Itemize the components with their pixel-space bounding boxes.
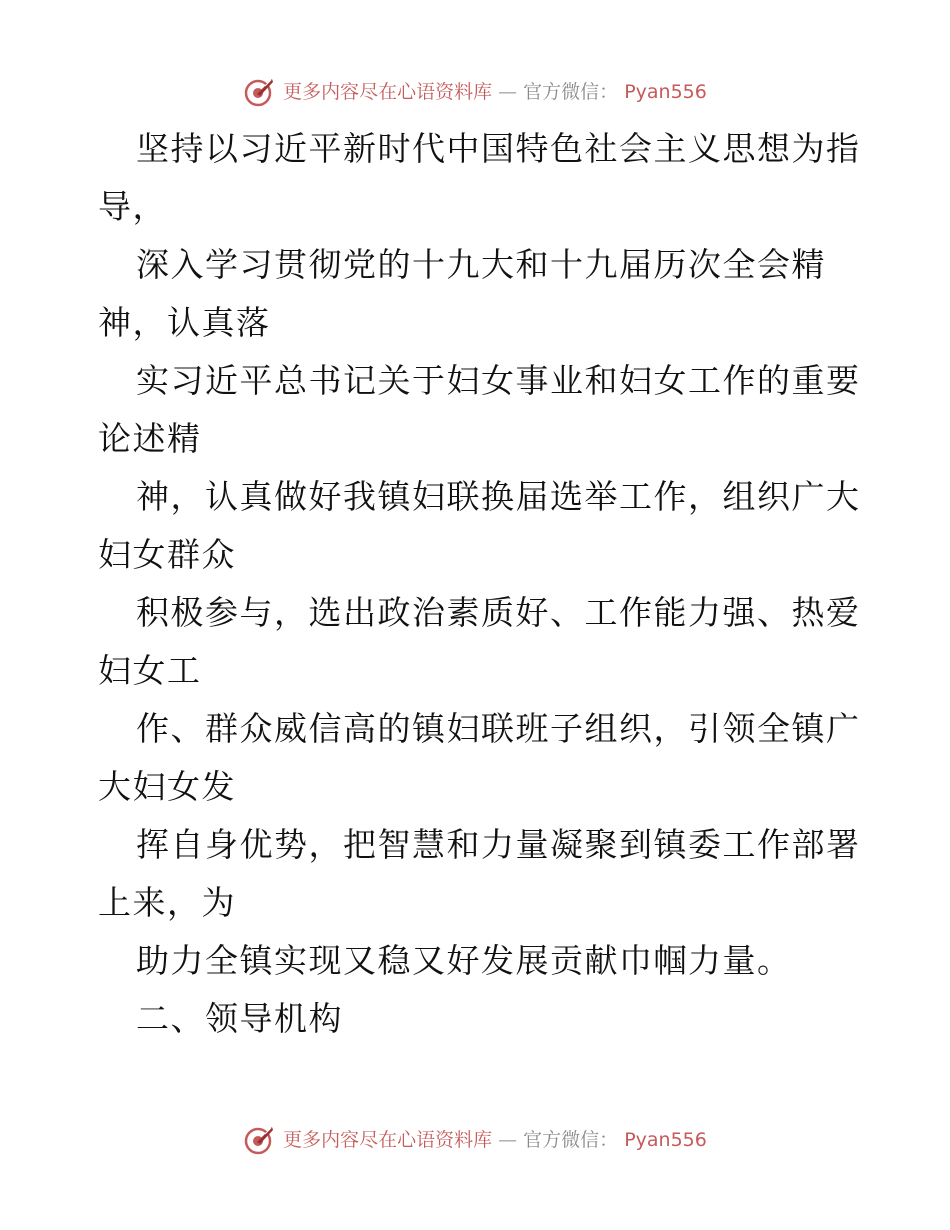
- section-heading: [98, 990, 858, 1048]
- watermark-dash: —: [498, 81, 518, 103]
- paragraph-first-line: 挥自身优势，把智慧和力量凝聚到镇委工作部署: [136, 825, 861, 864]
- watermark-wechat-id: Pyan556: [624, 1129, 707, 1151]
- paragraph-first-line: 神，认真做好我镇妇联换届选举工作，组织广大: [136, 477, 861, 516]
- watermark-main-text: 更多内容尽在心语资料库: [283, 81, 493, 103]
- paragraph: [98, 236, 858, 352]
- watermark-label: 官方微信：: [523, 81, 619, 103]
- paragraph-continuation: 上来，为: [98, 883, 236, 922]
- paragraph-continuation: 导，: [98, 187, 167, 226]
- paragraph-first-line: 助力全镇实现又稳又好发展贡献巾帼力量。: [136, 941, 792, 980]
- watermark-dash: —: [498, 1129, 518, 1151]
- paragraph-first-line: 实习近平总书记关于妇女事业和妇女工作的重要: [136, 361, 861, 400]
- paragraph: [98, 352, 861, 468]
- section-heading-text: 二、领导机构: [136, 999, 343, 1038]
- paragraph-continuation: 论述精: [98, 419, 202, 458]
- paragraph-first-line: 积极参与，选出政治素质好、工作能力强、热爱: [136, 593, 861, 632]
- watermark-main-text: 更多内容尽在心语资料库: [283, 1129, 493, 1151]
- paragraph-continuation: 妇女工: [98, 651, 202, 690]
- watermark-wechat-id: Pyan556: [624, 81, 707, 103]
- footer-watermark: [0, 1120, 950, 1160]
- paragraph: [98, 468, 861, 584]
- paragraph-continuation: 妇女群众: [98, 535, 236, 574]
- paragraph: [98, 120, 861, 236]
- paragraph: [98, 932, 858, 990]
- header-watermark: [0, 72, 950, 112]
- document-body: [98, 120, 861, 1048]
- paragraph: [98, 816, 861, 932]
- paragraph: [98, 700, 861, 816]
- paragraph-continuation: 大妇女发: [98, 767, 236, 806]
- quill-logo-icon: [243, 76, 275, 108]
- paragraph-continuation: 神，认真落: [98, 303, 271, 342]
- paragraph-first-line: 坚持以习近平新时代中国特色社会主义思想为指: [136, 129, 861, 168]
- paragraph: [98, 584, 861, 700]
- quill-logo-icon: [243, 1124, 275, 1156]
- watermark-label: 官方微信：: [523, 1129, 619, 1151]
- paragraph-first-line: 深入学习贯彻党的十九大和十九届历次全会精: [136, 245, 826, 284]
- paragraph-first-line: 作、群众威信高的镇妇联班子组织，引领全镇广: [136, 709, 861, 748]
